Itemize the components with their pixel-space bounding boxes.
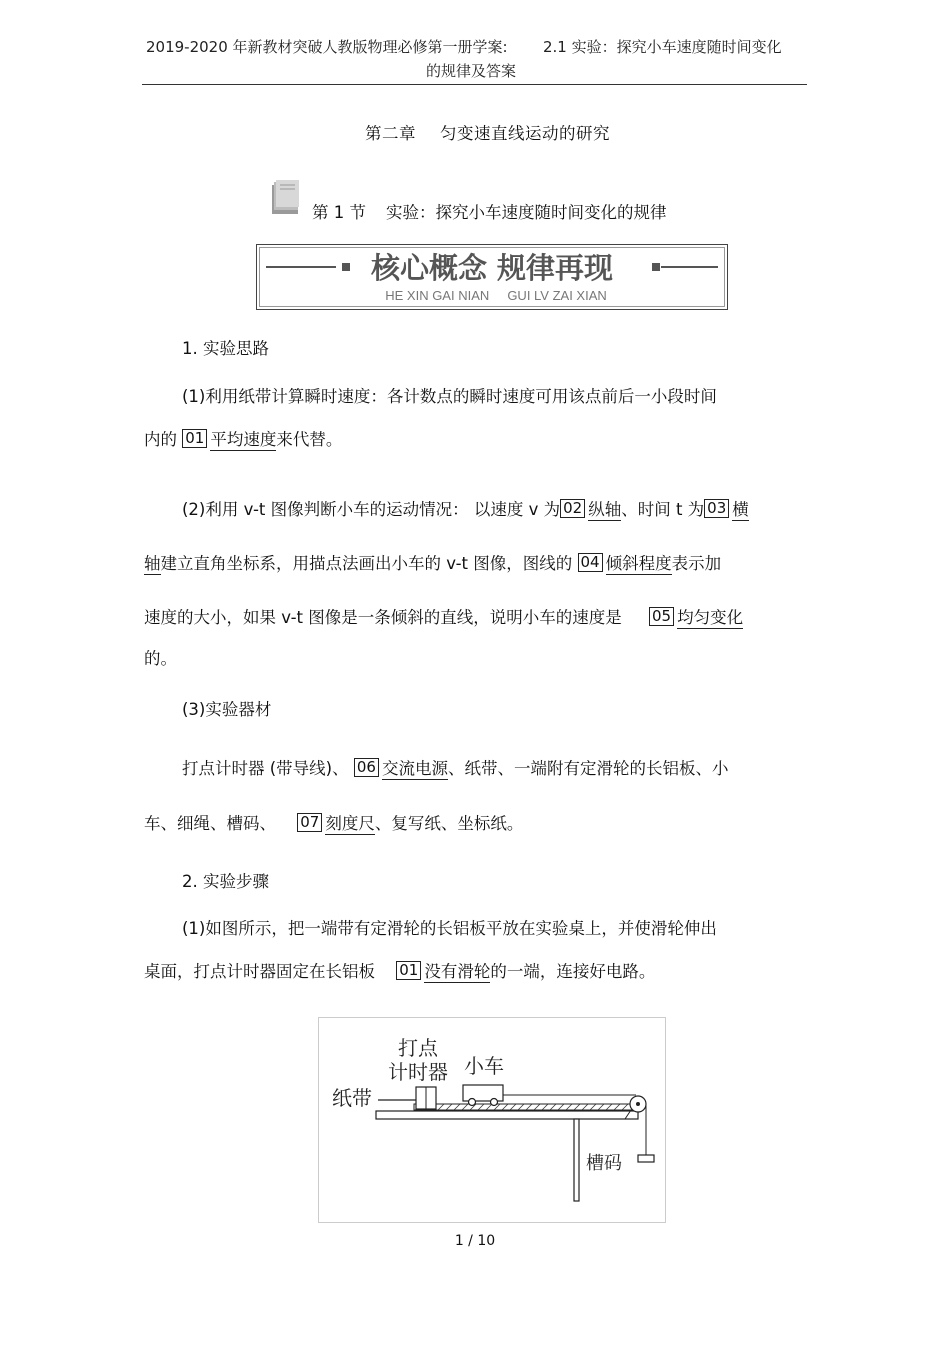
para2-line2 [144,553,721,575]
answer-03-part2: 轴 [144,554,161,573]
blank-04: 04 [578,553,603,572]
heading-experiment-steps: 2. 实验步骤 [182,872,269,891]
banner-pinyin: HE XIN GAI NIAN GUI LV ZAI XIAN [385,288,607,303]
section-name: 实验：探究小车速度随时间变化的规律 [386,203,667,222]
blank-02: 02 [560,499,585,518]
label-weight: 槽码 [586,1153,622,1174]
label-cart: 小车 [464,1054,504,1078]
header-title-part1: 2019-2020 年新教材突破人教版物理必修第一册学案: [146,38,508,56]
para1-prefix: 内的 [144,430,177,449]
para2-text2: 、时间 t 为 [621,500,705,519]
blank-07: 07 [297,813,322,832]
answer-06: 交流电源 [381,759,448,778]
para2-text3: 建立直角坐标系，用描点法画出小车的 v-t 图像，图线的 [160,554,573,573]
banner-title: 核心概念 规律再现 [370,251,614,285]
answer-02: 纵轴 [588,500,622,519]
core-concepts-banner [256,244,728,310]
blank-01: 01 [182,429,207,448]
answer-01-step: 没有滑轮 [424,962,491,981]
para4-line1: (1)如图所示，把一端带有定滑轮的长铝板平放在实验桌上，并使滑轮伸出 [182,919,717,938]
page-number: 1 / 10 [454,1233,496,1249]
label-tape: 纸带 [332,1086,372,1110]
answer-01: 平均速度 [210,430,277,449]
header-rule [142,84,807,85]
para3-text1: 打点计时器 (带导线)、 [182,759,349,778]
header-title-line2: 的规律及答案 [426,62,517,80]
para3-text4: 、复写纸、坐标纸。 [374,814,524,833]
book-icon [271,179,301,215]
para3-text3: 车、细绳、槽码、 [144,814,276,833]
para1-line2 [144,429,342,451]
section-number: 第 1 节 [312,203,366,222]
heading-equipment: (3)实验器材 [182,700,272,719]
para4-line2 [144,961,655,983]
heading-experiment-idea: 1. 实验思路 [182,339,269,358]
blank-03: 03 [704,499,729,518]
para1-line1: (1)利用纸带计算瞬时速度：各计数点的瞬时速度可用该点前后一小段时间 [182,387,717,406]
answer-03-part1: 横 [732,500,749,519]
para2-line4: 的。 [144,649,177,668]
chapter-number: 第二章 [365,124,416,143]
para2-line3 [144,607,743,629]
para2-text4: 表示加 [671,554,722,573]
para2-text1: (2)利用 v-t 图像判断小车的运动情况： 以速度 v 为 [182,500,561,519]
chapter-name: 匀变速直线运动的研究 [440,124,610,143]
answer-05: 均匀变化 [677,608,744,627]
blank-01-step: 01 [396,961,421,980]
header-title-part2: 2.1 实验：探究小车速度随时间变化 [543,38,782,56]
apparatus-figure [318,1017,666,1223]
answer-07: 刻度尺 [325,814,375,833]
para2-line1 [182,499,749,521]
blank-05: 05 [649,607,674,626]
label-timer-line1: 打点 [398,1036,438,1060]
answer-04: 倾斜程度 [605,554,672,573]
para3-line1 [182,758,728,780]
para3-line2 [144,813,523,835]
chapter-title [0,120,950,144]
section-title [312,199,667,223]
para2-text5: 速度的大小，如果 v-t 图像是一条倾斜的直线，说明小车的速度是 [144,608,622,627]
para4-text1: 桌面，打点计时器固定在长铝板 [144,962,375,981]
para1-suffix: 来代替。 [276,430,343,449]
para4-text2: 的一端，连接好电路。 [490,962,656,981]
blank-06: 06 [354,758,379,777]
label-timer-line2: 计时器 [388,1060,448,1084]
para3-text2: 、纸带、一端附有定滑轮的长铝板、小 [447,759,729,778]
